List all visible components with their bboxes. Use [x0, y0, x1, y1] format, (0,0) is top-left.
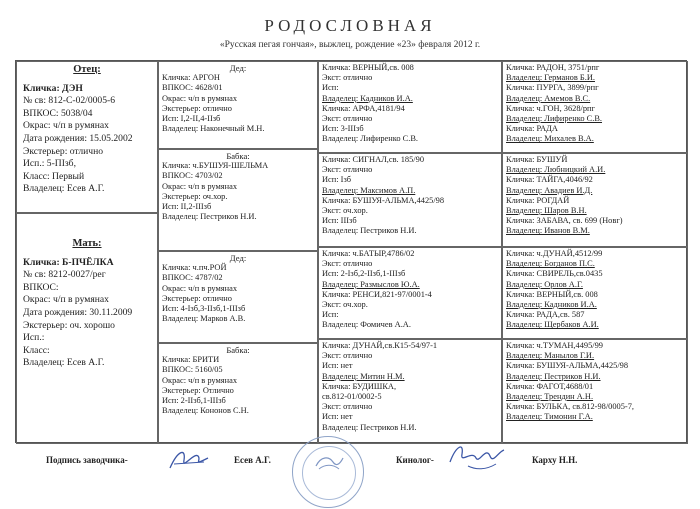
grandparent-line: Экстерьер: оч.хор.	[162, 191, 228, 201]
breeder-name: Есев А.Г.	[234, 455, 271, 465]
ggp-line: Экст: отлично	[322, 73, 373, 83]
ggp-line: Исп:	[322, 83, 339, 93]
mother-line: Владелец: Есев А.Г.	[23, 357, 105, 369]
grandparent-header: Бабка:	[226, 345, 250, 355]
ancestor-line: Владелец: Щербаков А.И.	[506, 320, 599, 330]
ancestor-line: Владелец: Кадников И.А.	[506, 300, 597, 310]
stamp-emblem-icon	[313, 452, 345, 474]
ggp-line: Исп: 3-IIIзб	[322, 124, 364, 134]
father-cell	[16, 61, 158, 213]
ggp-line: Экст: оч.хор.	[322, 300, 368, 310]
grandparent-line: Экстерьер: отлично	[162, 103, 232, 113]
father-line: Дата рождения: 15.05.2002	[23, 132, 133, 144]
grandparent-line: Владелец: Марков А.В.	[162, 314, 246, 324]
great-grandparent-cell	[318, 153, 502, 247]
grandparent-line: Исп: I,2-II,4-IIзб	[162, 114, 221, 124]
ggp-line: Экст: отлично	[322, 259, 373, 269]
ancestor-line: Кличка: ВЕРНЫЙ,св. 008	[506, 289, 598, 299]
grandparent-line: ВПКОС: 4787/02	[162, 273, 223, 283]
ancestor-line: Кличка: ЗАБАВА, св. 699 (Новг)	[506, 216, 623, 226]
grandparent-line: Владелец: Наконечный М.Н.	[162, 124, 265, 134]
ancestor-line: Кличка: ТАЙГА,4046/92	[506, 175, 593, 185]
father-line: Кличка: ДЭН	[23, 82, 83, 94]
cynologist-name: Карху Н.Н.	[532, 455, 578, 465]
grandparent-line: Исп: 2-IIзб,1-IIIзб	[162, 396, 226, 406]
ancestor-line: Кличка: ПУРГА, 3899/рпг	[506, 83, 599, 93]
grandparent-cell	[158, 61, 318, 149]
father-line: Исп.: 5-ПIзб,	[23, 158, 76, 170]
ancestor-line: Кличка: РАДА,св. 587	[506, 310, 585, 320]
ggp-line: Экст: отлично	[322, 114, 373, 124]
ancestor-line: Владелец: Лифиренко С.В.	[506, 114, 603, 124]
ancestor-line: Владелец: Орлов А.Г.	[506, 279, 583, 289]
ggp-line: св.812-01/0002-5	[322, 392, 382, 402]
ancestor-line: Владелец: Амемов В.С.	[506, 93, 591, 103]
mother-header: Мать:	[72, 238, 102, 249]
father-line: ВПКОС: 5038/04	[23, 107, 93, 119]
ggp-line: Исп: нет	[322, 361, 353, 371]
grandparent-line: Окрас: ч/п в румянах	[162, 93, 238, 103]
ancestor-cell	[502, 247, 688, 339]
ggp-line: Кличка: АРФА,4181/94	[322, 103, 405, 113]
grandparent-line: Кличка: ч.БУШУЯ-ШЕЛЬМА	[162, 161, 269, 171]
cynologist-signature-label: Кинолог-	[396, 455, 434, 465]
grandparent-line: Окрас: ч/п в румянах	[162, 181, 238, 191]
grandparent-cell	[158, 149, 318, 251]
mother-line: № св: 8212-0027/рег	[23, 269, 106, 281]
grandparent-header: Бабка:	[226, 151, 250, 161]
ancestor-line: Кличка: ФАГОТ,4688/01	[506, 381, 594, 391]
ggp-line: Владелец: Пестриков Н.И.	[322, 422, 417, 432]
mother-line: Дата рождения: 30.11.2009	[23, 306, 133, 318]
great-grandparent-cell	[318, 247, 502, 339]
document-subtitle: «Русская пегая гончая», выжлец, рождение «23» февраля 2012 г.	[219, 40, 481, 50]
grandparent-cell	[158, 251, 318, 343]
mother-line: Кличка: Б-ПЧЁЛКА	[23, 256, 114, 268]
ancestor-line: Кличка: ч.ГОН, 3628/рпг	[506, 103, 595, 113]
ancestor-line: Владелец: Любницкий А.И.	[506, 165, 606, 175]
ggp-line: Кличка: СИГНАЛ,св. 185/90	[322, 155, 425, 164]
ggp-line: Владелец: Митин Н.М.	[322, 371, 405, 381]
grandparent-line: Экстерьер: Отлично	[162, 385, 234, 395]
grandparent-line: Владелец: Пестриков Н.И.	[162, 212, 257, 222]
mother-line: Класс:	[23, 344, 50, 356]
ancestor-line: Владелец: Михалев В.А.	[506, 134, 594, 144]
breeder-signature-label: Подпись заводчика-	[46, 455, 128, 465]
ggp-line: Экст: отлично	[322, 402, 373, 412]
ggp-line: Экст: отлично	[322, 351, 373, 361]
grandparent-line: Кличка: ч.пч.РОЙ	[162, 263, 227, 273]
ancestor-line: Кличка: ч.ДУНАЙ,4512/99	[506, 249, 603, 258]
pedigree-table	[15, 60, 687, 443]
father-header: Отец:	[73, 64, 101, 75]
ggp-line: Исп: 2-Iзб,2-IIзб,1-IIIзб	[322, 269, 406, 279]
ggp-line: Кличка: БУДИШКА,	[322, 381, 397, 391]
document-title: РОДОСЛОВНАЯ	[264, 16, 436, 35]
mother-line: Исп.:	[23, 332, 45, 344]
grandparent-header: Дед:	[229, 63, 247, 73]
ancestor-line: Кличка: РОГДАЙ	[506, 195, 570, 205]
grandparent-line: ВПКОС: 4703/02	[162, 171, 223, 181]
ancestor-line: Владелец: Авадиев И.Д.	[506, 185, 593, 195]
ancestor-line: Владелец: Тимонин Г.А.	[506, 412, 593, 422]
mother-line: Окрас: ч/п в румянах	[23, 294, 109, 306]
ancestor-cell	[502, 61, 688, 153]
ancestor-line: Владелец: Богданов П.С.	[506, 259, 595, 269]
ancestor-line: Владелец: Манылов Г.И.	[506, 351, 595, 361]
ancestor-line: Владелец: Германов Б.И.	[506, 73, 595, 83]
father-line: Окрас: ч/п в румянах	[23, 120, 109, 132]
ancestor-line: Кличка: ч.ТУМАН,4495/99	[506, 341, 603, 350]
ggp-line: Владелец: Фомичев А.А.	[322, 320, 411, 330]
ggp-line: Кличка: ч.БАТЫР,4786/02	[322, 249, 415, 258]
ancestor-cell	[502, 339, 688, 444]
grandparent-line: Окрас: ч/п в румянах	[162, 283, 238, 293]
ggp-line: Владелец: Максимов А.П.	[322, 185, 416, 195]
ancestor-line: Владелец: Шаров В.Н.	[506, 206, 587, 216]
ggp-line: Исп: Iзб	[322, 175, 352, 185]
mother-line: Экстерьер: оч. хорошо	[23, 319, 115, 331]
mother-line: ВПКОС:	[23, 281, 59, 293]
ggp-line: Кличка: ВЕРНЫЙ,св. 008	[322, 63, 414, 72]
father-line: Владелец: Есев А.Г.	[23, 183, 105, 195]
cynologist-signature-icon	[446, 440, 508, 476]
ancestor-line: Кличка: СВИРЕЛЬ,св.0435	[506, 269, 603, 279]
ancestor-cell	[502, 153, 688, 247]
grandparent-line: Кличка: БРИТИ	[162, 355, 220, 365]
grandparent-line: ВПКОС: 5160/05	[162, 365, 223, 375]
ggp-line: Кличка: БУШУЯ-АЛЬМА,4425/98	[322, 195, 445, 205]
grandparent-line: Исп: II,2-IIIзб	[162, 202, 212, 212]
father-line: Класс: Первый	[23, 170, 85, 182]
grandparent-line: Окрас: ч/п в румянах	[162, 375, 238, 385]
ggp-line: Исп: нет	[322, 412, 353, 422]
ggp-line: Кличка: ДУНАЙ,св.К15-54/97-1	[322, 341, 438, 350]
ancestor-line: Владелец: Пестриков Н.И.	[506, 371, 601, 381]
grandparent-cell	[158, 343, 318, 444]
ggp-line: Владелец: Лифиренко С.В.	[322, 134, 419, 144]
ggp-line: Экст: отлично	[322, 165, 373, 175]
ancestor-line: Кличка: БУЛЬКА, св.812-98/0005-7,	[506, 402, 634, 412]
grandparent-header: Дед:	[229, 253, 247, 263]
grandparent-line: Кличка: АРГОН	[162, 73, 220, 83]
ggp-line: Владелец: Размыслов Ю.А.	[322, 279, 420, 289]
ggp-line: Владелец: Кадников И.А.	[322, 93, 413, 103]
ancestor-line: Кличка: БУШУЙ	[506, 155, 568, 164]
grandparent-line: Экстерьер: отлично	[162, 293, 232, 303]
ancestor-line: Владелец: Иванов В.М.	[506, 226, 590, 236]
ancestor-line: Кличка: БУШУЯ-АЛЬМА,4425/98	[506, 361, 629, 371]
ggp-line: Экст: оч.хор.	[322, 206, 368, 216]
great-grandparent-cell	[318, 339, 502, 444]
ancestor-line: Кличка: РАДА	[506, 124, 558, 134]
ggp-line: Исп:	[322, 310, 339, 320]
ancestor-line: Кличка: РАДОН, 3751/рпг	[506, 63, 600, 72]
breeder-signature-icon	[164, 444, 214, 474]
grandparent-line: Исп: 4-Iзб,3-IIзб,1-IIIзб	[162, 304, 246, 314]
great-grandparent-cell	[318, 61, 502, 153]
grandparent-line: Владелец: Кононов С.Н.	[162, 406, 249, 416]
ggp-line: Владелец: Пестриков Н.И.	[322, 226, 417, 236]
ggp-line: Исп: IIIзб	[322, 216, 357, 226]
father-line: Экстерьер: отлично	[23, 145, 104, 157]
ggp-line: Кличка: РЕНСИ,821-97/0001-4	[322, 289, 432, 299]
ancestor-line: Владелец: Трендин А.Н.	[506, 392, 594, 402]
mother-cell	[16, 213, 158, 444]
father-line: № св: 812-С-02/0005-6	[23, 95, 116, 107]
grandparent-line: ВПКОС: 4628/01	[162, 83, 223, 93]
